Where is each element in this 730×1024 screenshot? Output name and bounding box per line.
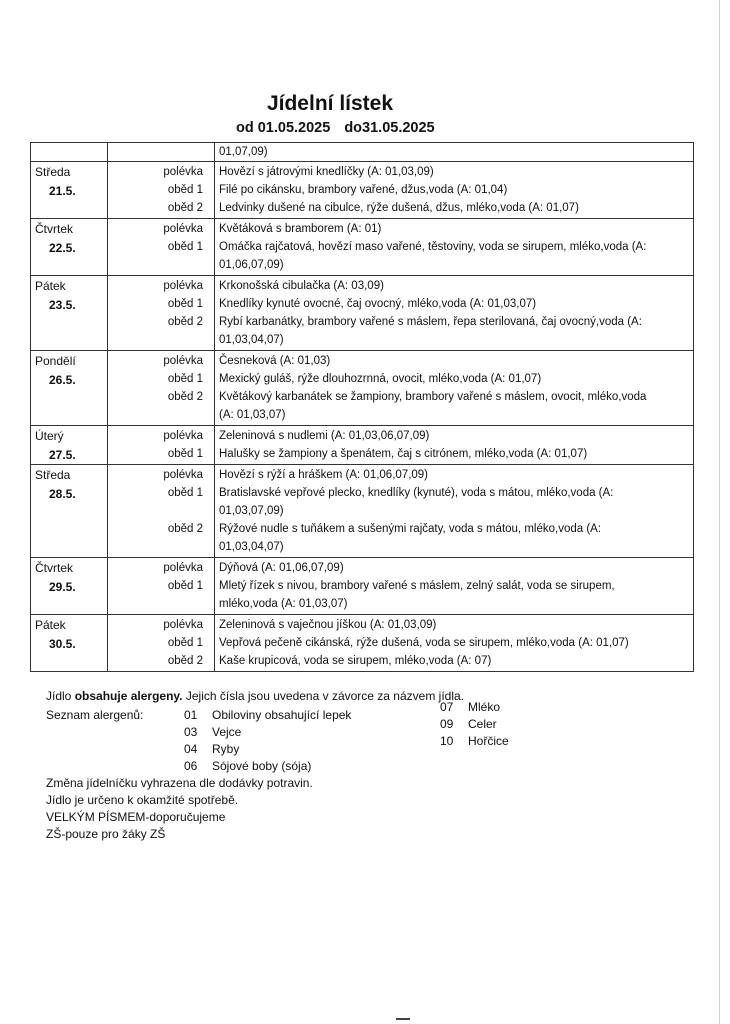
allergen-code: 07 [440, 700, 454, 714]
dish-text: Halušky se žampiony a špenátem, čaj s citrónem, mléko,voda (A: 01,07) [219, 448, 588, 460]
day-date: 27.5. [49, 448, 76, 462]
allergen-code: 04 [184, 742, 198, 756]
meal-row [31, 466, 693, 484]
meal-label: polévka [163, 562, 203, 574]
meal-label: polévka [163, 166, 203, 178]
day-rows [31, 426, 693, 464]
meal-label: oběd 2 [167, 316, 203, 328]
dish-text: Hovězí s játrovými knedlíčky (A: 01,03,09) [219, 166, 434, 178]
meal-label [31, 502, 205, 520]
footer-note: ZŠ-pouze pro žáky ZŠ [46, 827, 166, 841]
footer-note: Jídlo je určeno k okamžité spotřebě. [46, 793, 239, 807]
meal-row [31, 220, 693, 238]
dish-text: Vepřová pečeně cikánská, rýže dušená, voda se sirupem, mléko,voda (A: 01,07) [219, 637, 629, 649]
page-edge [719, 0, 720, 1024]
dish-text: 01,07,09) [219, 146, 268, 158]
meal-label: oběd 1 [167, 373, 203, 385]
dish-text: Kaše krupicová, voda se sirupem, mléko,voda (A: 07) [219, 655, 492, 667]
allergen-item [184, 724, 351, 741]
day-rows [31, 351, 693, 425]
dish-text: Zeleninová s nudlemi (A: 01,03,06,07,09) [219, 430, 430, 442]
dish-text: Mletý řízek s nivou, brambory vařené s máslem, zelný salát, voda se sirupem, [219, 580, 615, 592]
meal-row [31, 652, 693, 670]
footer-note: VELKÝM PÍSMEM-doporučujeme [46, 810, 226, 824]
dish-text: (A: 01,03,07) [219, 409, 286, 421]
allergen-code: 06 [184, 759, 198, 773]
day-name: Pátek [35, 618, 66, 632]
day-name: Pondělí [35, 354, 76, 368]
allergen-note-bold: obsahuje alergeny. [74, 689, 183, 703]
column-divider [107, 143, 108, 161]
meal-row [31, 520, 693, 538]
row-label [31, 143, 205, 161]
column-divider [214, 143, 215, 161]
meal-row [31, 181, 693, 199]
allergen-item [184, 707, 351, 724]
meal-row [31, 238, 693, 256]
allergen-name: Celer [468, 717, 497, 731]
carry-over-line [31, 143, 693, 161]
day-block [30, 465, 694, 558]
day-rows [31, 615, 693, 671]
dish-text: Knedlíky kynuté ovocné, čaj ovocný, mléko,voda (A: 01,03,07) [219, 298, 537, 310]
day-date: 29.5. [49, 580, 76, 594]
meal-row [31, 427, 693, 445]
footer-note: Změna jídelníčku vyhrazena dle dodávky potravin. [46, 776, 313, 790]
dish-text: Česneková (A: 01,03) [219, 355, 331, 367]
meal-row [31, 616, 693, 634]
day-block [30, 276, 694, 351]
meal-label [31, 406, 205, 424]
meal-row [31, 313, 693, 331]
dish-text: Rybí karbanátky, brambory vařené s máslem, řepa sterilovaná, čaj ovocný,voda (A: [219, 316, 642, 328]
day-rows [31, 465, 693, 557]
dish-text: Rýžové nudle s tuňákem a sušenými rajčaty, voda s mátou, mléko,voda (A: [219, 523, 602, 535]
page-title: Jídelní lístek [266, 92, 394, 115]
meal-row [31, 295, 693, 313]
meal-label: oběd 1 [167, 184, 203, 196]
allergen-code: 03 [184, 725, 198, 739]
day-rows [31, 558, 693, 614]
dish-text: 01,03,07,09) [219, 505, 284, 517]
day-name: Čtvrtek [35, 222, 74, 236]
dish-text: 01,03,04,07) [219, 541, 284, 553]
column-divider [214, 162, 215, 218]
meal-label: oběd 2 [167, 523, 203, 535]
day-date: 30.5. [49, 637, 76, 651]
day-rows [31, 162, 693, 218]
footer-notes [46, 775, 313, 843]
column-divider [214, 219, 215, 275]
column-divider [107, 465, 108, 557]
dish-text: Květáková s bramborem (A: 01) [219, 223, 382, 235]
allergen-name: Obiloviny obsahující lepek [212, 708, 352, 722]
day-block [30, 162, 694, 219]
column-divider [107, 615, 108, 671]
meal-label: oběd 1 [167, 298, 203, 310]
meal-label: oběd 1 [167, 487, 203, 499]
allergen-list-label: Seznam alergenů: [46, 708, 144, 722]
day-date: 22.5. [49, 241, 76, 255]
dish-text: Krkonošská cibulačka (A: 03,09) [219, 280, 384, 292]
meal-label: oběd 1 [167, 448, 203, 460]
column-divider [107, 162, 108, 218]
allergen-name: Vejce [212, 725, 242, 739]
day-date: 28.5. [49, 487, 76, 501]
allergen-note-prefix: Jídlo [46, 689, 72, 703]
allergen-code: 10 [440, 734, 454, 748]
day-name: Úterý [35, 429, 64, 443]
allergen-note-rest: Jejich čísla jsou uvedena v závorce za názvem jídla. [185, 689, 464, 703]
dish-text: Dýňová (A: 01,06,07,09) [219, 562, 344, 574]
day-name: Pátek [35, 279, 66, 293]
date-to: do31.05.2025 [344, 120, 435, 136]
allergen-item [184, 758, 351, 775]
dish-text: Mexický guláš, rýže dlouhozrnná, ovocit, mléko,voda (A: 01,07) [219, 373, 542, 385]
dish-text: 01,06,07,09) [219, 259, 284, 271]
dish-text: Omáčka rajčatová, hovězí maso vařené, těstoviny, voda se sirupem, mléko,voda (A: [219, 241, 647, 253]
meal-label: oběd 1 [167, 637, 203, 649]
dish-text: 01,03,04,07) [219, 334, 284, 346]
day-rows [31, 276, 693, 350]
meal-row [31, 538, 693, 556]
column-divider [107, 558, 108, 614]
meal-label: oběd 1 [167, 241, 203, 253]
allergen-name: Hořčice [468, 734, 509, 748]
meal-row [31, 163, 693, 181]
meal-label [31, 256, 205, 274]
allergen-name: Sójové boby (sója) [212, 759, 312, 773]
meal-row [31, 352, 693, 370]
day-name: Středa [35, 468, 71, 482]
meal-row [31, 484, 693, 502]
meal-label [31, 538, 205, 556]
column-divider [214, 615, 215, 671]
allergen-name: Ryby [212, 742, 240, 756]
meal-row [31, 577, 693, 595]
meal-row [31, 559, 693, 577]
meal-label [31, 595, 205, 613]
meal-label [31, 331, 205, 349]
dish-text: Filé po cikánsku, brambory vařené, džus,voda (A: 01,04) [219, 184, 508, 196]
meal-row [31, 256, 693, 274]
day-date: 23.5. [49, 298, 76, 312]
meal-label: oběd 2 [167, 391, 203, 403]
allergen-note [46, 688, 464, 705]
menu-table [30, 142, 694, 672]
meal-label: polévka [163, 619, 203, 631]
allergen-item [440, 699, 509, 716]
meal-row [31, 277, 693, 295]
day-block [30, 219, 694, 276]
meal-label: polévka [163, 355, 203, 367]
meal-label: polévka [163, 223, 203, 235]
carry-over-row [30, 143, 694, 162]
allergen-list-right [440, 699, 509, 750]
dish-text: Ledvinky dušené na cibulce, rýže dušená, džus, mléko,voda (A: 01,07) [219, 202, 579, 214]
dish-text: Hovězí s rýží a hráškem (A: 01,06,07,09) [219, 469, 429, 481]
day-date: 26.5. [49, 373, 76, 387]
allergen-list-left [184, 707, 351, 775]
column-divider [214, 558, 215, 614]
meal-row [31, 445, 693, 463]
meal-row [31, 595, 693, 613]
meal-row [31, 331, 693, 349]
meal-row [31, 388, 693, 406]
day-block [30, 615, 694, 672]
allergen-item [440, 716, 509, 733]
column-divider [214, 465, 215, 557]
dish-text: Zeleninová s vaječnou jíškou (A: 01,03,09) [219, 619, 437, 631]
meal-row [31, 370, 693, 388]
day-block [30, 426, 694, 465]
meal-label: polévka [163, 469, 203, 481]
meal-label: polévka [163, 280, 203, 292]
date-from: od 01.05.2025 [236, 120, 331, 136]
allergen-code: 09 [440, 717, 454, 731]
day-block [30, 558, 694, 615]
column-divider [214, 276, 215, 350]
dish-text: mléko,voda (A: 01,03,07) [219, 598, 348, 610]
column-divider [107, 426, 108, 464]
meal-label: oběd 1 [167, 580, 203, 592]
date-range [236, 120, 449, 136]
day-date: 21.5. [49, 184, 76, 198]
allergen-item [440, 733, 509, 750]
meal-label: oběd 2 [167, 655, 203, 667]
dish-text: Květákový karbanátek se žampiony, brambory vařené s máslem, ovocit, mléko,voda [219, 391, 647, 403]
column-divider [107, 276, 108, 350]
allergen-code: 01 [184, 708, 198, 722]
allergen-name: Mléko [468, 700, 501, 714]
dish-text: Bratislavské vepřové plecko, knedlíky (kynuté), voda s mátou, mléko,voda (A: [219, 487, 614, 499]
day-block [30, 351, 694, 426]
meal-label: oběd 2 [167, 202, 203, 214]
column-divider [107, 351, 108, 425]
day-name: Středa [35, 165, 71, 179]
meal-row [31, 502, 693, 520]
day-name: Čtvrtek [35, 561, 74, 575]
meal-row [31, 406, 693, 424]
meal-row [31, 634, 693, 652]
column-divider [214, 426, 215, 464]
column-divider [214, 351, 215, 425]
page-mark [396, 1018, 410, 1020]
day-rows [31, 219, 693, 275]
meal-label: polévka [163, 430, 203, 442]
allergen-item [184, 741, 351, 758]
column-divider [107, 219, 108, 275]
meal-row [31, 199, 693, 217]
